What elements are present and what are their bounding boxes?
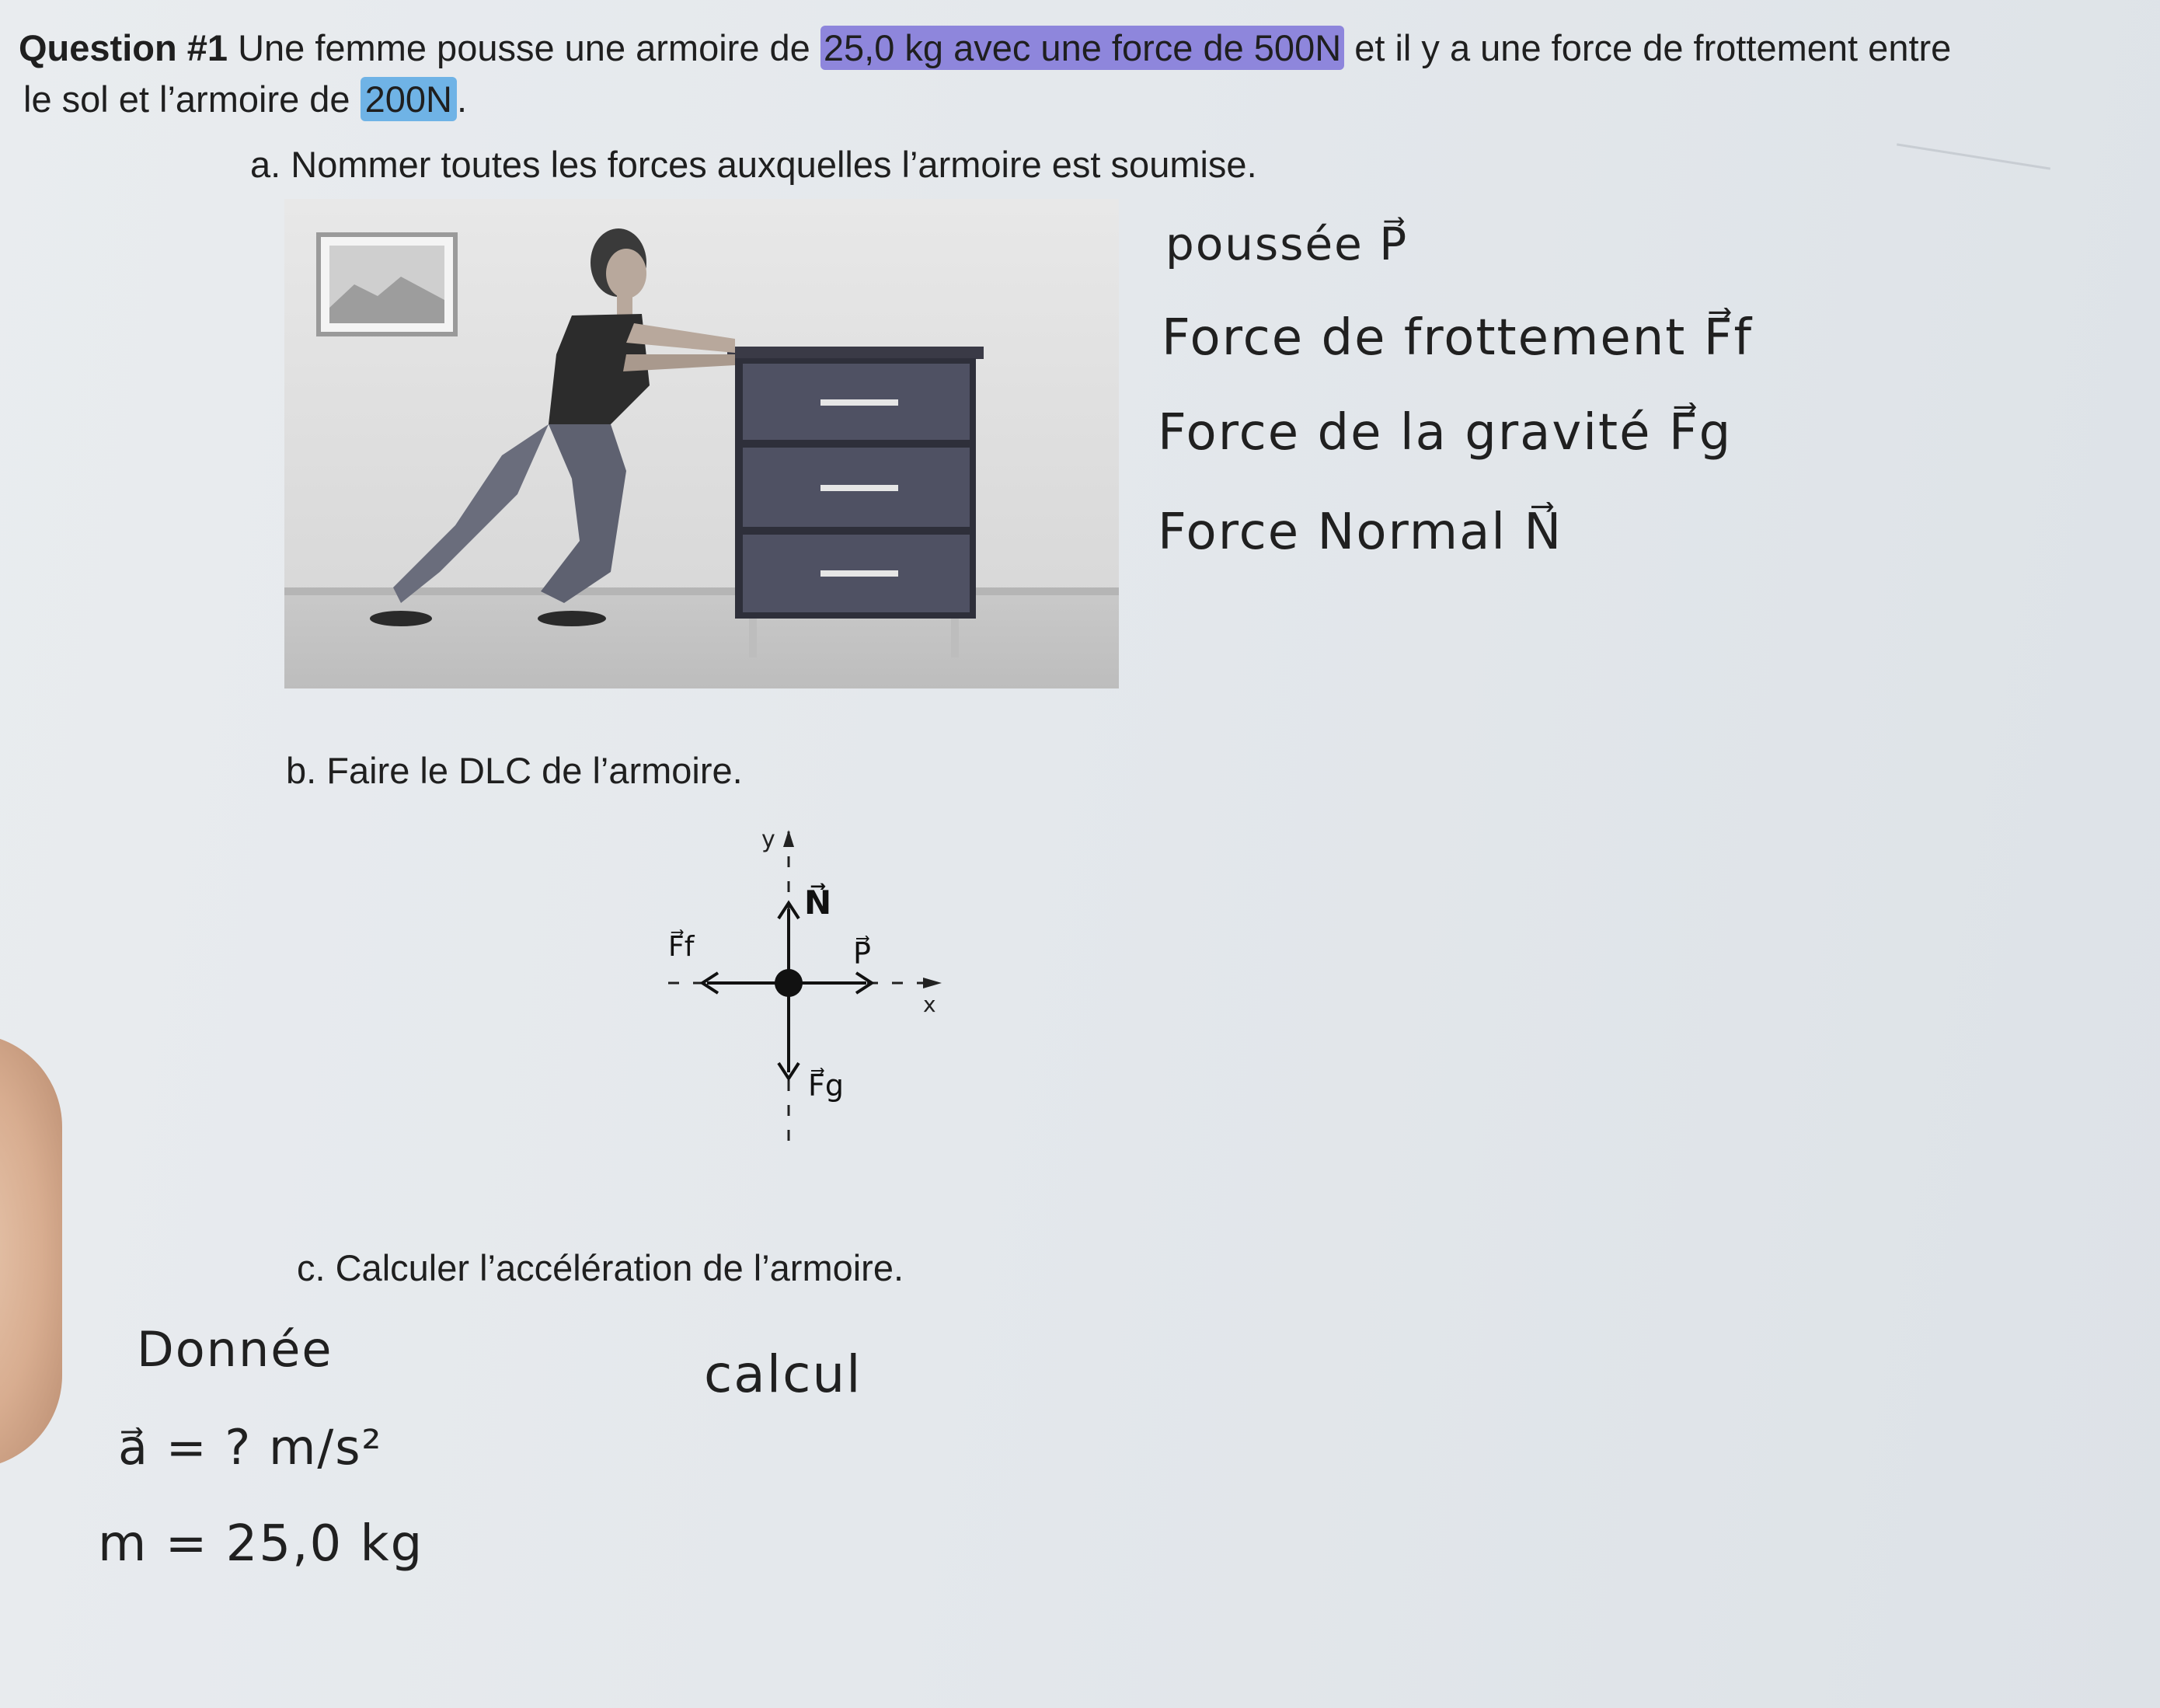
thumb — [0, 1034, 62, 1469]
answer-gravity: Force de la gravité F⃗g — [1158, 404, 1733, 462]
mass-given: m = 25,0 kg — [98, 1515, 424, 1573]
question-text-1a: Une femme pousse une armoire de — [228, 27, 820, 68]
paper-crease — [1897, 143, 2050, 169]
diagram-x-label: x — [923, 992, 936, 1017]
diagram-normal-label: N⃗ — [804, 884, 832, 922]
acceleration-given: a⃗ = ? m/s² — [118, 1419, 383, 1476]
woman-pushing-dresser-illustration — [284, 199, 1119, 688]
part-c-prompt: c. Calculer l’accélération de l’armoire. — [297, 1247, 904, 1288]
diagram-y-label: y — [761, 826, 775, 853]
diagram-gravity-label: F⃗g — [808, 1068, 844, 1103]
question-text-1b: et il y a une force de frottement entre — [1344, 27, 1952, 68]
answer-normal: Force Normal N⃗ — [1158, 504, 1563, 561]
question-text-2a: le sol et l’armoire de — [23, 78, 361, 120]
question-line-2 — [23, 78, 467, 120]
question-text-2b: . — [457, 78, 468, 120]
diagram-push-label: P⃗ — [853, 936, 871, 971]
part-b-prompt: b. Faire le DLC de l’armoire. — [286, 750, 743, 791]
question-highlight-2: 200N — [361, 77, 457, 121]
free-body-diagram — [645, 816, 971, 1173]
answer-push: poussée P⃗ — [1165, 218, 1409, 270]
given-title: Donnée — [137, 1321, 333, 1378]
answer-friction: Force de frottement F⃗f — [1162, 309, 1754, 367]
calc-title: calcul — [704, 1344, 862, 1404]
question-highlight-1: 25,0 kg avec une force de 500N — [820, 26, 1344, 70]
part-a-prompt: a. Nommer toutes les forces auxquelles l’armoire est soumise. — [250, 144, 1257, 185]
diagram-friction-label: F⃗f — [668, 931, 695, 963]
question-label: Question #1 — [19, 27, 228, 68]
question-line-1 — [19, 26, 1951, 69]
